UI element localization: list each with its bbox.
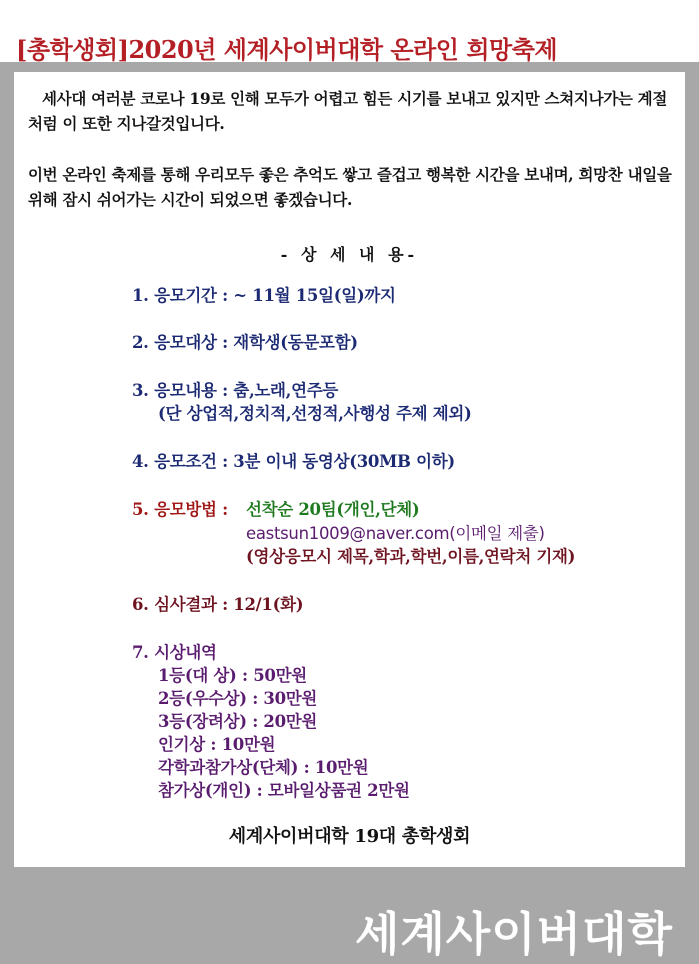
intro-text	[28, 86, 674, 238]
details-heading: - 상 세 내 용-	[280, 245, 419, 264]
intro-paragraph-1: 세사대 여러분 코로나 19로 인해 모두가 어렵고 힘든 시기를 보내고 있지만 스쳐지나가는 계절처럼 이 또한 지나갈것입니다.	[28, 89, 668, 133]
title-bar	[0, 0, 699, 62]
prize-2nd: 2등(우수상) : 30만원	[158, 689, 318, 708]
prize-popular: 인기상 : 10만원	[158, 735, 276, 754]
item-period: 1. 응모기간 : ~ 11월 15일(일)까지	[132, 286, 396, 305]
intro-paragraph-2: 이번 온라인 축제를 통해 우리모두 좋은 추억도 쌓고 즐겁고 행복한 시간을 보내며, 희망찬 내일을 위해 잠시 쉬어가는 시간이 되었으면 좋겠습니다.	[28, 165, 672, 209]
item-method-note: (영상응모시 제목,학과,학번,이름,연락처 기재)	[246, 547, 576, 566]
item-result: 6. 심사결과 : 12/1(화)	[132, 595, 304, 614]
prize-1st: 1등(대 상) : 50만원	[158, 666, 307, 685]
item-prizes-label: 7. 시상내역	[132, 643, 217, 662]
notice-card	[14, 72, 685, 867]
prize-3rd: 3등(장려상) : 20만원	[158, 712, 318, 731]
prize-department: 각학과참가상(단체) : 10만원	[158, 758, 369, 777]
signature: 세계사이버대학 19대 총학생회	[228, 826, 471, 847]
watermark-logo-text: 세계사이버대학	[354, 907, 673, 961]
item-content-note: (단 상업적,정치적,선정적,사행성 주제 제외)	[158, 404, 472, 423]
item-method-email[interactable]: eastsun1009@naver.com(이메일 제출)	[246, 524, 545, 543]
item-condition: 4. 응모조건 : 3분 이내 동영상(30MB 이하)	[132, 452, 455, 471]
prize-individual: 참가상(개인) : 모바일상품권 2만원	[158, 781, 410, 800]
item-method-teams: 선착순 20팀(개인,단체)	[246, 500, 420, 519]
page-title: [총학생회]2020년 세계사이버대학 온라인 희망축제	[16, 35, 558, 64]
item-method-label: 5. 응모방법 :	[132, 500, 228, 519]
item-target: 2. 응모대상 : 재학생(동문포함)	[132, 333, 358, 352]
item-content: 3. 응모내용 : 춤,노래,연주등	[132, 381, 339, 400]
